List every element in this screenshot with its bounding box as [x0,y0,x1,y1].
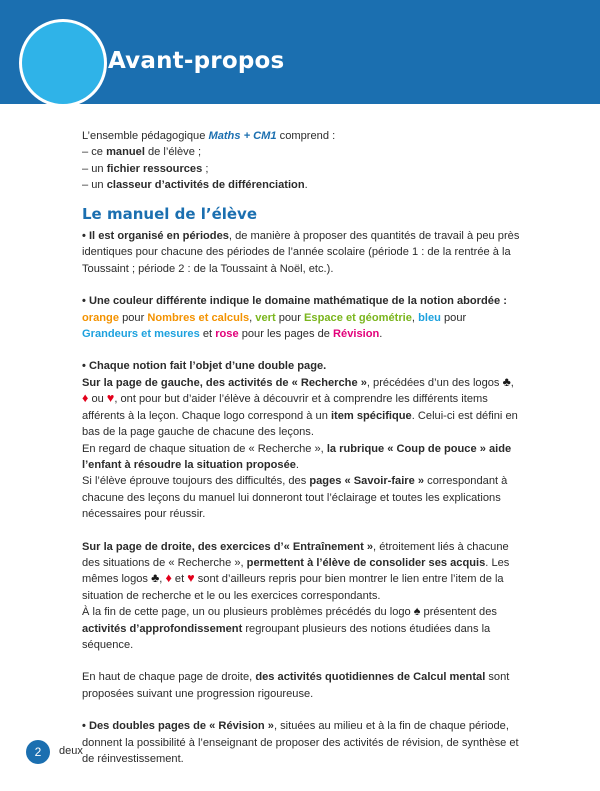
intro-line-4: – un classeur d’activités de différenciation. [82,179,308,192]
section-title: Le manuel de l’élève [82,204,258,223]
diamond-icon: ♦ [165,571,172,586]
paragraph-page-gauche: Sur la page de gauche, des activités de « Recherche », précédées d’un des logos ♣, ♦ ou ♥, ont pour but d’aider l’élève à découvrir et à comprendre les différents items afférents à la leçon. Chaque logo correspond à un item spécifique. Celui-ci est défini en bas de la page gauche de chacune des leçons. [82,374,518,439]
heart-icon: ♥ [187,571,195,586]
paragraph-page-droite: Sur la page de droite, des exercices d’« Entraînement », étroitement liés à chacune des situations de « Recherche », permettent à l’élève de consolider ses acquis. Les mêmes logos ♣, ♦ et ♥ sont d’ailleurs repris pour bien montrer le lien entre l’item de la situation de recherche et le ou les exercices correspondants. [82,540,510,602]
heart-icon: ♥ [106,391,115,406]
paragraph-double-page: • Chaque notion fait l’objet d’une double page. [82,360,327,373]
header-circle-decoration [22,22,104,104]
main-content [82,128,522,767]
intro-line-1: L’ensemble pédagogique Maths + CM1 comprend : [82,130,336,142]
paragraph-coup-de-pouce: En regard de chaque situation de « Recherche », la rubrique « Coup de pouce » aide l’enfant à résoudre la situation proposée. [82,442,512,471]
spade-icon: ♠ [413,604,421,619]
paragraph-couleurs: • Une couleur différente indique le domaine mathématique de la notion abordée : orange pour Nombres et calculs, vert pour Espace et géométrie, bleu pour Grandeurs et mesures et rose pour les pages de Révision. [82,295,507,341]
page-number: 2 [26,740,50,764]
paragraph-periodes: • Il est organisé en périodes, de manière à proposer des quantités de travail à peu près identiques pour chacune des périodes de l’année scolaire (période 1 : de la rentrée à la Toussaint ; période 2 : de la Toussaint à Noël, etc.). [82,230,520,275]
paragraph-revision: • Des doubles pages de « Révision », situées au milieu et à la fin de chaque période, donnent la possibilité à l’enseignant de proposer des activités de révision, de synthèse et de réinvestissement. [82,720,519,765]
page-title: Avant-propos [108,48,285,74]
diamond-icon: ♦ [82,391,89,406]
intro-line-2: – ce manuel de l’élève ; [82,146,202,159]
club-icon: ♣ [151,571,160,586]
paragraph-savoir-faire: Si l’élève éprouve toujours des difficultés, des pages « Savoir-faire » correspondant à chacune des leçons du manuel lui donneront tout l’éclairage et toutes les explications nécessaires pour réussir. [82,475,508,521]
paragraph-calcul-mental: En haut de chaque page de droite, des activités quotidiennes de Calcul mental sont proposées suivant une progression rigoureuse. [82,671,510,700]
intro-line-3: – un fichier ressources ; [82,162,209,175]
club-icon: ♣ [502,374,511,389]
paragraph-approfondissement: À la fin de cette page, un ou plusieurs problèmes précédés du logo ♠ présentent des activités d’approfondissement regroupant plusieurs des notions étudiées dans la séquence. [82,604,497,651]
page-number-word: deux [59,745,83,757]
brand-name: Maths + CM1 [208,130,277,142]
